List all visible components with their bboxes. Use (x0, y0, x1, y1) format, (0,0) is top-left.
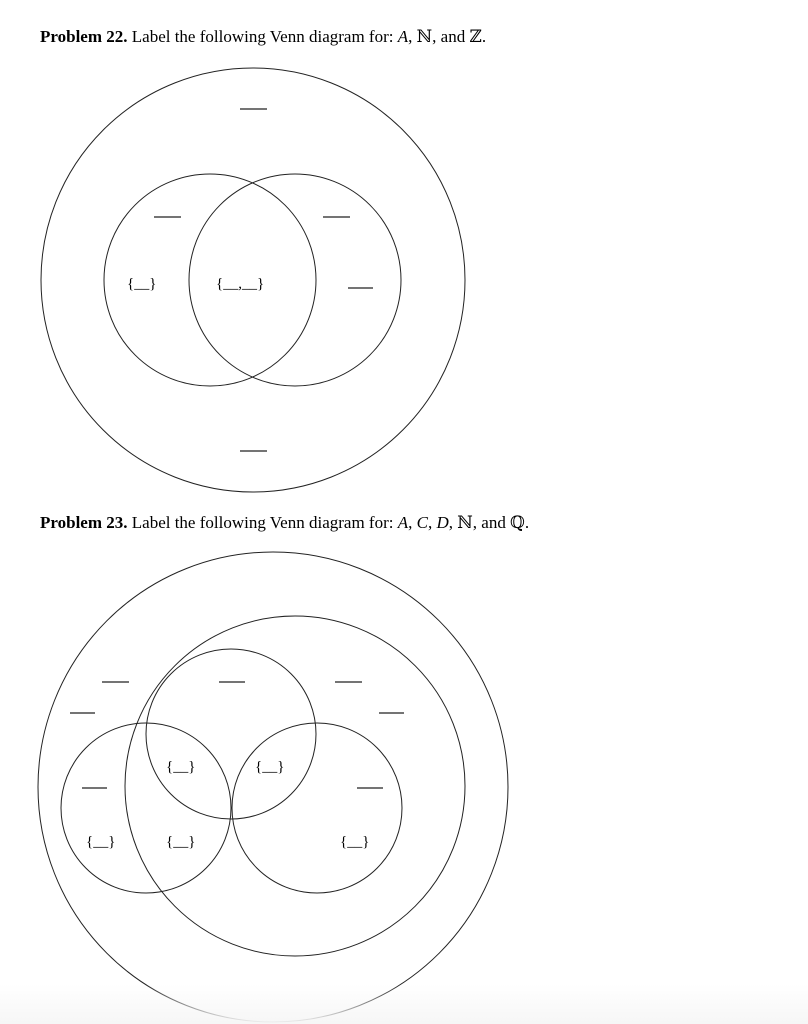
separator: , (472, 513, 482, 532)
page-bottom-shade (0, 984, 808, 1024)
left-only-set-label: {__} (127, 276, 157, 292)
top-circle-set-label: {__} (166, 759, 196, 775)
problem-22-set-3: ℤ (469, 27, 482, 46)
separator: , (427, 513, 437, 532)
problem-23-set-2: C (416, 513, 428, 532)
separator: , (408, 513, 417, 532)
period: . (481, 27, 487, 46)
problem-23-set-4: ℕ (457, 513, 473, 532)
overlap-set-label: {__} (255, 759, 285, 775)
large-circle (125, 616, 465, 956)
problem-23-instruction: Label the following Venn diagram for: (131, 513, 394, 532)
outer-circle (38, 552, 508, 1022)
separator: , (448, 513, 458, 532)
problem-22-instruction: Label the following Venn diagram for: (131, 27, 394, 46)
problem-22-set-1: A (397, 27, 409, 46)
large-circle-set-label: {__} (166, 834, 196, 850)
problem-22-number: Problem 22. (40, 27, 128, 46)
right-circle-set-label: {__} (340, 834, 370, 850)
left-circle-set-label: {__} (86, 834, 116, 850)
problem-22-set-2: ℕ (416, 27, 433, 46)
intersection-set-label: {__,__} (216, 276, 265, 292)
separator: , (432, 27, 441, 46)
period: . (524, 513, 530, 532)
and-word: and (481, 513, 506, 532)
right-circle (232, 723, 402, 893)
top-circle (146, 649, 316, 819)
problem-23-set-1: A (397, 513, 409, 532)
problem-23-set-3: D (436, 513, 449, 532)
problem-23-number: Problem 23. (40, 513, 128, 532)
and-word: and (440, 27, 466, 46)
separator: , (408, 27, 417, 46)
problem-23-set-5: ℚ (510, 513, 525, 532)
